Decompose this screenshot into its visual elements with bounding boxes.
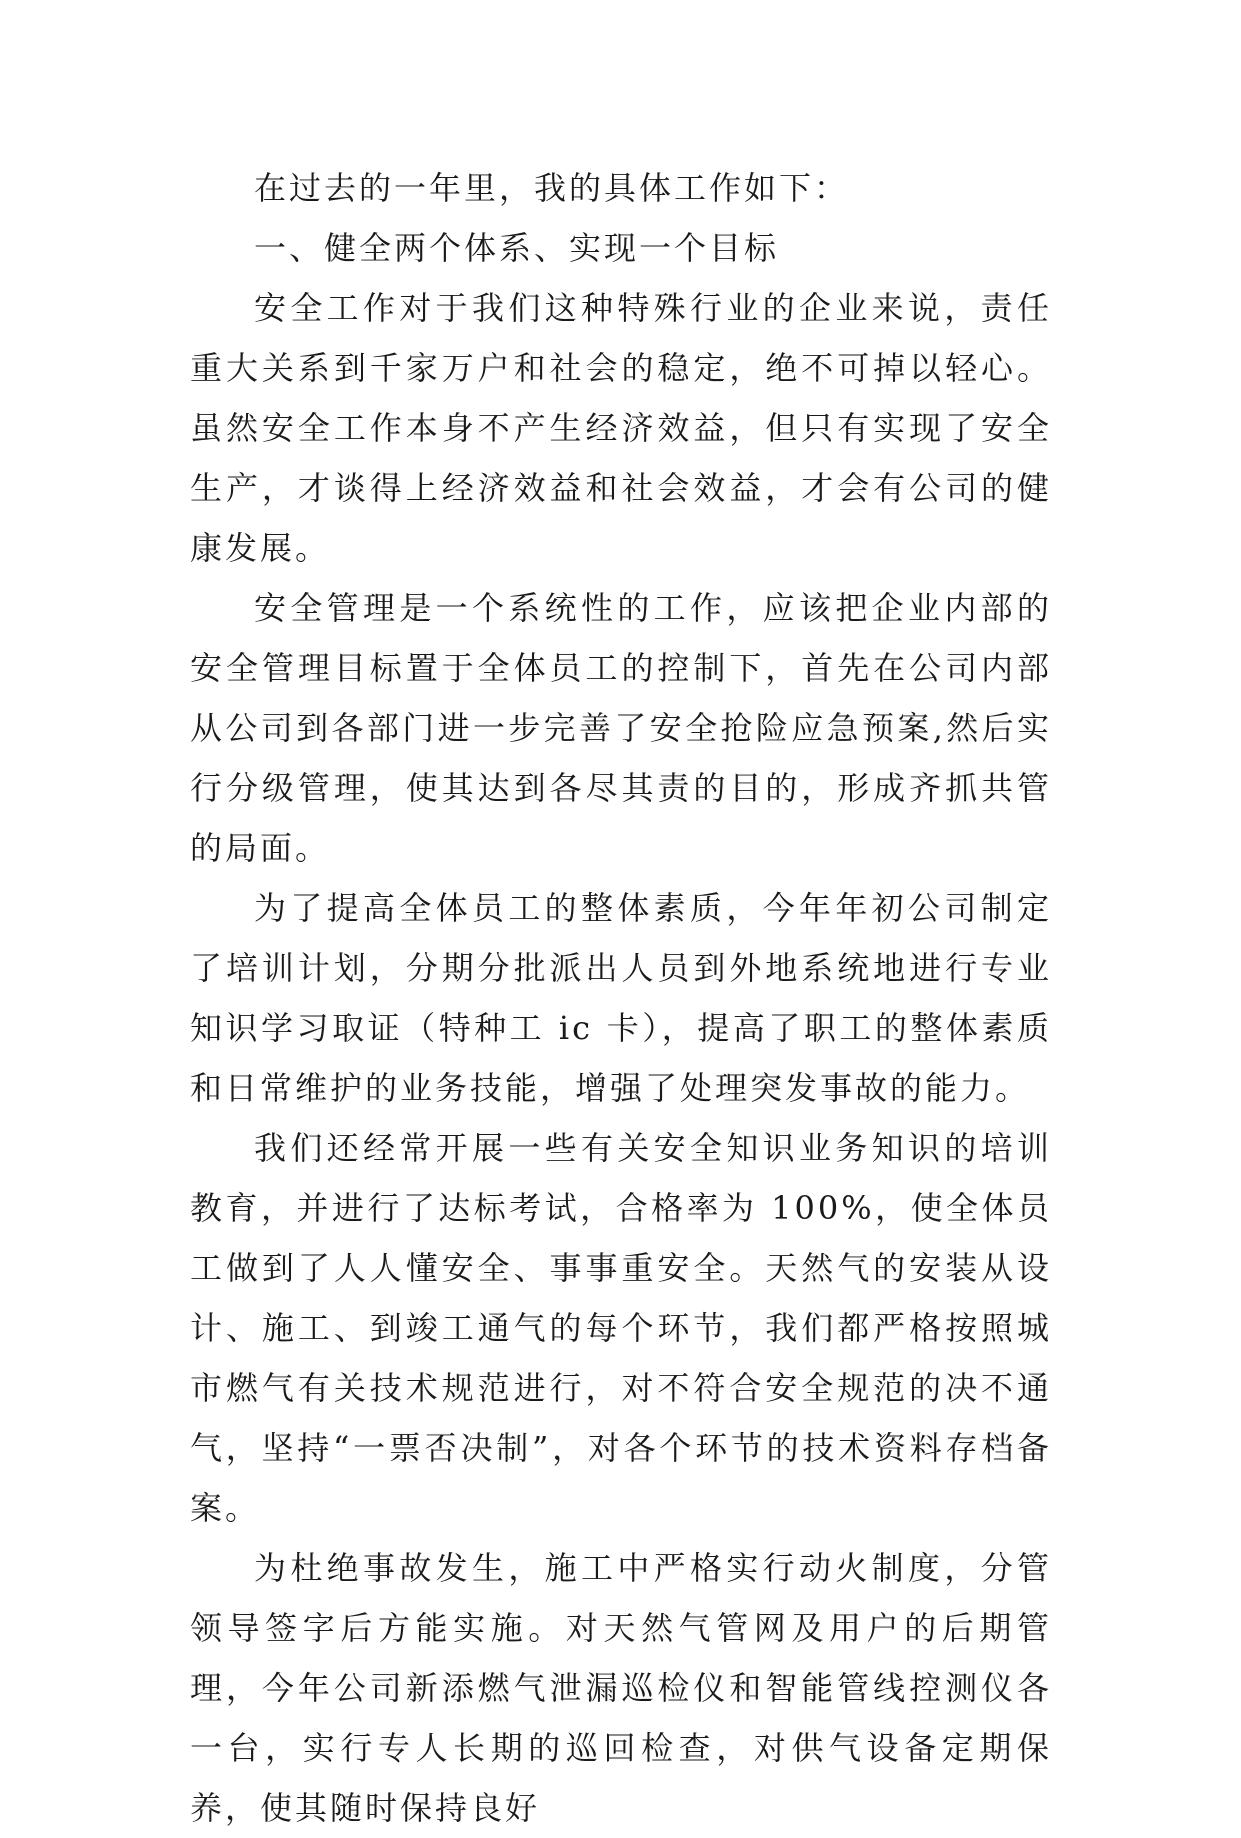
- paragraph: 为杜绝事故发生，施工中严格实行动火制度，分管领导签字后方能实施。对天然气管网及用户的后期管理，今年公司新添燃气泄漏巡检仪和智能管线控测仪各一台，实行专人长期的巡回检查，对供气设备定期保养，使其随时保持良好: [190, 1549, 1052, 1827]
- document-body: [190, 158, 1052, 1838]
- paragraph-intro: 在过去的一年里，我的具体工作如下：: [254, 169, 850, 207]
- paragraph: 为了提高全体员工的整体素质，今年年初公司制定了培训计划，分期分批派出人员到外地系统地进行专业知识学习取证（特种工 ic 卡），提高了职工的整体素质和日常维护的业务技能，增强了处理突发事故的能力。: [190, 889, 1052, 1107]
- paragraph: 我们还经常开展一些有关安全知识业务知识的培训教育，并进行了达标考试，合格率为 100%，使全体员工做到了人人懂安全、事事重安全。天然气的安装从设计、施工、到竣工通气的每个环节，我们都严格按照城市燃气有关技术规范进行，对不符合安全规范的决不通气，坚持“一票否决制”，对各个环节的技术资料存档备案。: [190, 1129, 1052, 1527]
- section-heading: 一、健全两个体系、实现一个目标: [254, 229, 780, 267]
- paragraph: 安全管理是一个系统性的工作，应该把企业内部的安全管理目标置于全体员工的控制下，首先在公司内部从公司到各部门进一步完善了安全抢险应急预案,然后实行分级管理，使其达到各尽其责的目的，形成齐抓共管的局面。: [190, 589, 1052, 867]
- paragraph: 安全工作对于我们这种特殊行业的企业来说，责任重大关系到千家万户和社会的稳定，绝不可掉以轻心。虽然安全工作本身不产生经济效益，但只有实现了安全生产，才谈得上经济效益和社会效益，才会有公司的健康发展。: [190, 289, 1052, 567]
